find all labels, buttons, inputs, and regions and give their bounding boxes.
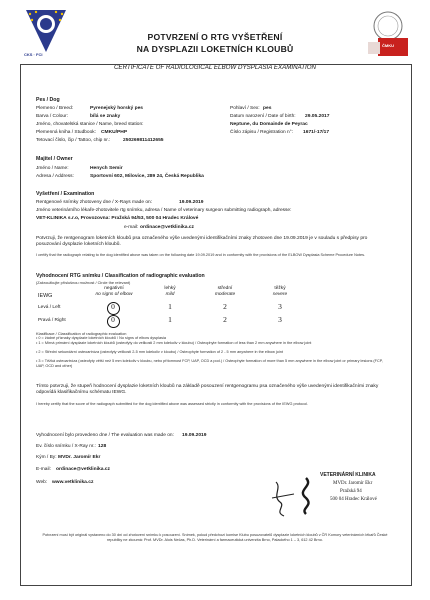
evaluation-statement-en: I hereby certify that the score of the radiograph submitted for the dog identified above was assessed strictly in conformity with the provisions of the IEWG protocol. [36, 402, 309, 406]
col-moderate-head: střední moderate [214, 286, 236, 297]
studbook-value: CMKU/PHP [101, 130, 128, 135]
col-mild-head: lehký mild [164, 286, 176, 297]
xray-made-label: Rentgenové snímky zhotoveny dne / X-Rays made on: [36, 200, 152, 205]
iewg-label: IEWG [38, 293, 53, 299]
xray-made-value: 19.09.2019 [179, 200, 204, 205]
evaluation-section-title: Vyhodnocení RTG snímku / Classification of radiographic evaluation [36, 273, 205, 279]
dog-name-label: Jméno, chovatelská stanice / Name, breed station: [36, 122, 144, 127]
breed-value: Pyrenejský horský pes [90, 106, 144, 111]
left-logo-label: CKS · FCI [24, 52, 43, 57]
col-severe-head: těžký severe [272, 286, 288, 297]
evaluation-note: (Zakroužkujte příslušnou možnost / Circle the relevant) [36, 280, 131, 285]
evaluated-on-value: 19.09.2019 [182, 433, 207, 438]
dob-value: 29.05.2017 [305, 114, 330, 119]
breed-label: Plemeno / Breed: [36, 106, 74, 111]
evaluation-statement-cz: Tímto potvrzuji, že stupeň hodnocení dysplazie loketních kloubů na základě posouzení rentgenogramu psa označeného výše uvedenými identifikačními znaky odpovídá klasifikačnímu schématu IEWG. [36, 384, 379, 396]
studbook-label: Plemenná kniha / Studbook: [36, 130, 97, 135]
owner-name-label: Jméno / Name: [36, 166, 69, 171]
colour-value: bílá se znaky [90, 114, 121, 119]
title-line-1: POTVRZENÍ O RTG VYŠETŘENÍ [147, 32, 283, 42]
legend-item-1: • 1 = Mírná primární dysplazie loketních kloubů (osteofyty do velikosti 2 mm kdekoliv v kloubu) / Osteophyte formation of less than 2 mm anywhere in the elbow joint [36, 341, 312, 345]
stamp-line-1: MVDr. Jaromír Ekr [333, 481, 373, 486]
footer-note: Potvrzení musí být originál vystaveno do 30 dní od zhotovení snímku k posouzení. Snímek, pokud předchozí komise Klubu posuzovatelů dysplazie loketních kloubů v ČR Komory veterinárních lékařů České republiky ne zkoumá: Prof. MVDr. Alois Nečas, Ph.D. Veterinární a farmaceutická univerzita Brno, Palackého 1 – 3, 612 42 Brno. [42, 533, 388, 542]
vet-name-value: VET-KLINIKA s.r.o, Provozovna: Pražská 94/53, 500 04 Hradec Králové [36, 216, 199, 221]
row-left-label: Levá / Left [38, 305, 61, 310]
footer-web-value: www.vetklinika.cz [52, 480, 94, 485]
legend-title: Klasifikace / Classification of radiographic evaluation [36, 331, 127, 336]
xray-nr-label: Ev. číslo snímku / X-Ray nr.: [36, 444, 96, 449]
exam-email-label: e-mail: [124, 225, 139, 230]
footer-email-value: ordinace@vetklinika.cz [56, 467, 110, 472]
right-score-1: 1 [168, 315, 172, 324]
left-score-2: 2 [223, 302, 227, 311]
col-negative-head: negativní no signs of elbow [95, 286, 133, 297]
owner-address-label: Adresa / Address: [36, 174, 74, 179]
left-score-1: 1 [168, 302, 172, 311]
stamp-line-3: 500 04 Hradec Králové [330, 497, 377, 502]
tattoo-label: Tetovací číslo, čip / Tattoo, chip nr.: [36, 138, 111, 143]
legend-item-3: • 3 = Těžká osteoartróza (osteofyty větší než 5 mm kdekoliv v kloubu, nebo přítomnost FCP, UAP, OCD a pod.) / Osteophyte formation of more than 5 mm anywhere in the elbow joint or primary lesions (FCP, UAP, OCD and other) [36, 359, 383, 368]
left-score-0: 0 [111, 302, 115, 311]
evaluated-on-label: Vyhodnocení bylo provedeno dne / The evaluation was made on: [36, 433, 174, 438]
exam-email-value: ordinace@vetklinika.cz [140, 225, 194, 230]
title-line-2: NA DYSPLAZII LOKETNÍCH KLOUBŮ [136, 44, 294, 54]
owner-address-value: Sportovní 602, Milovice, 289 24, Česká Republika [90, 174, 204, 179]
xray-confirmation-en: I certify that the radiograph relating to the dog identified above was taken on the following date 19.09.2019 and in conformity with the provisions of the ELBOW Dysplasia Scheme Procedure Notes. [36, 253, 366, 257]
legend-item-0: • 0 = žádné příznaky dysplazie loketních kloubů / No signs of elbow dysplasia [36, 336, 166, 340]
right-score-3: 3 [278, 315, 282, 324]
stamp-title: VETERINÁRNÍ KLINIKA [320, 472, 376, 478]
dog-name-value: Neptune, du Domainde de Peyrac [230, 122, 308, 127]
row-right-label: Pravá / Right [38, 318, 66, 323]
colour-label: Barva / Colour: [36, 114, 68, 119]
registration-value: 1671/-17/17 [303, 130, 330, 135]
xray-confirmation-cz: Potvrzuji, že rentgenogram loketních kloubů psa označeného výše uvedenými identifikačními znaky zhotoven dne 19.09.2019 je v souladu s předpisy pro posuzování dysplazie loketních kloubů. [36, 236, 368, 248]
left-score-3: 3 [278, 302, 282, 311]
subtitle: CERTIFICATE OF RADIOLOGICAL ELBOW DYSPLASIA EXAMINATION [113, 64, 317, 71]
tattoo-value: 250269811412655 [123, 138, 164, 143]
right-score-0: 0 [111, 315, 115, 324]
owner-name-value: Henych Semir [90, 166, 123, 171]
footer-web-label: Web: [36, 480, 48, 485]
owner-section-title: Majitel / Owner [36, 156, 73, 162]
dog-section-title: Pes / Dog [36, 97, 60, 103]
stamp-line-2: Pražská 94 [340, 489, 362, 494]
stamp-emblem-icon [294, 476, 318, 516]
evaluated-by-label: Kým / By: [36, 455, 57, 460]
dob-label: Datum narození / Date of birth: [230, 114, 296, 119]
exam-section-title: Vyšetření / Examination [36, 191, 95, 197]
registration-label: Číslo zápisu / Registration n°: [230, 130, 293, 135]
vet-name-label: Jméno veterinárního lékaře-zhotovitele rtg snímku, adresa / Name of veterinary surgeon submitting radiograph, adresse: [36, 208, 292, 213]
right-logo-label: ČMKU [382, 43, 394, 48]
right-score-2: 2 [223, 315, 227, 324]
sex-value: pes [263, 106, 272, 111]
footer-email-label: E-mail: [36, 467, 51, 472]
sex-label: Pohlaví / Sex: [230, 106, 260, 111]
evaluated-by-value: MVDr. Jaromír Ekr [58, 455, 101, 460]
legend-item-2: • 2 = Střední sekundární osteoartróza (osteofyty velikosti 2-5 mm kdekoliv v kloubu) / Osteophyte formation of 2 - 5 mm anywhere in the elbow joint [36, 350, 283, 354]
xray-nr-value: 128 [98, 444, 107, 449]
